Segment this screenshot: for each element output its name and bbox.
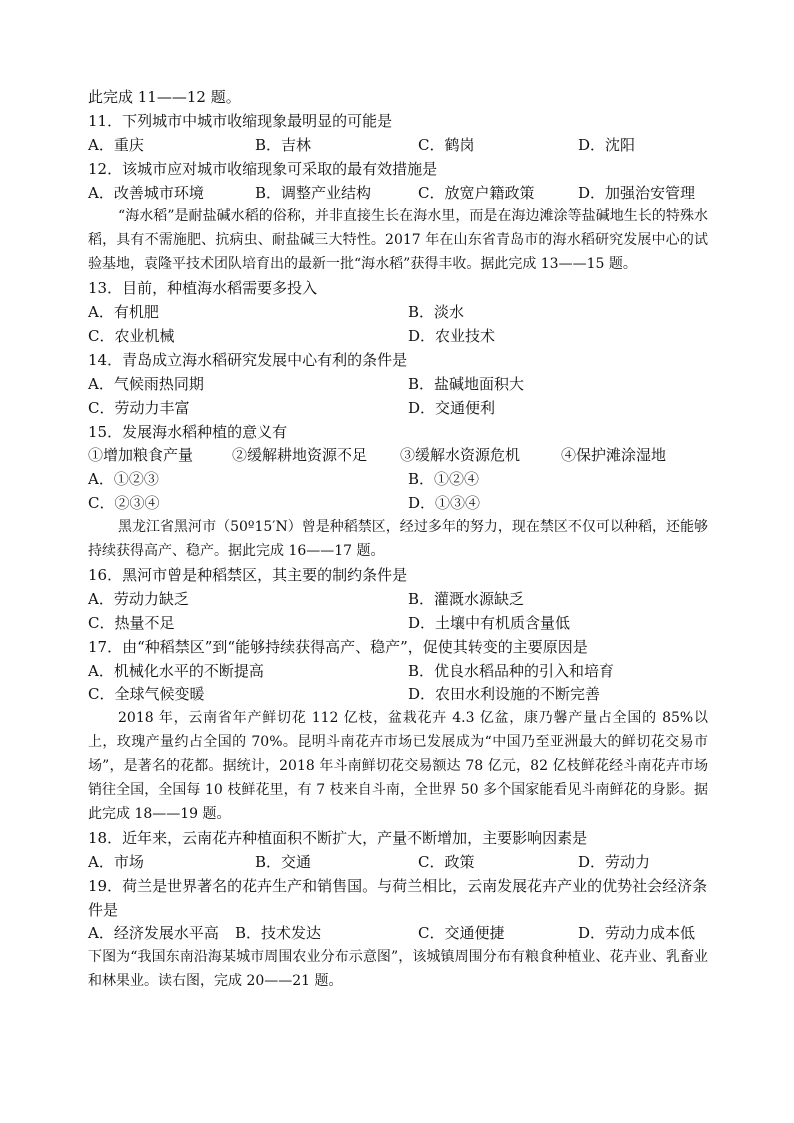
option-a: A．有机肥: [88, 303, 159, 322]
question-12: 12．该城市应对城市收缩现象可采取的最有效措施是: [88, 159, 438, 178]
passage-yunnan: [88, 707, 708, 827]
option-d: D．土壤中有机质含量低: [408, 613, 571, 632]
question-14-options-row1: [88, 373, 708, 397]
option-a: A．气候雨热同期: [88, 374, 204, 393]
passage-text: 2018 年，云南省年产鲜切花 112 亿枝，盆栽花卉 4.3 亿盆，康乃馨产量占全国的 85%以上，玫瑰产量约占全国的 70%。昆明斗南花卉市场已发展成为“中国乃至亚洲最大的鲜切花交易市场”，是著名的花都。据统计，2018 年斗南鲜切花交易额达 78 亿元，82 亿枝鲜花经斗南花卉市场销往全国，全国每 10 枝鲜花里，有 7 枝来自斗南，全世界 50 多个国家能看见斗南鲜花的身影。据此完成 18——19 题。: [88, 710, 708, 822]
option-d: D．①③④: [408, 494, 481, 513]
option-b: B．技术发达: [235, 924, 322, 943]
passage-sea-rice: [88, 205, 708, 277]
question-19-options: [88, 922, 708, 946]
question-17: 17．由“种稻禁区”到“能够持续获得高产、稳产”，促使其转变的主要原因是: [88, 637, 588, 656]
option-b: B．盐碱地面积大: [408, 374, 525, 393]
option-d: D．劳动力: [578, 852, 651, 871]
option-c: C．②③④: [88, 494, 160, 513]
question-14: 14．青岛成立海水稻研究发展中心有利的条件是: [88, 350, 408, 369]
option-a: A．机械化水平的不断提高: [88, 661, 264, 680]
option-b: B．淡水: [408, 303, 465, 322]
option-b: B．灌溉水源缺乏: [408, 589, 525, 608]
passage-text: 黑龙江省黑河市（50º15′N）曾是种稻禁区，经过多年的努力，现在禁区不仅可以种稻，还能够持续获得高产、稳产。据此完成 16——17 题。: [88, 519, 708, 560]
statement-1: ①增加粮食产量: [88, 446, 194, 465]
statement-4: ④保护滩涂湿地: [561, 446, 667, 465]
option-c: C．热量不足: [88, 613, 175, 632]
question-18: 18．近年来，云南花卉种植面积不断扩大，产量不断增加，主要影响因素是: [88, 828, 588, 847]
option-c: C．放宽户籍政策: [418, 183, 535, 202]
option-c: C．农业机械: [88, 327, 175, 345]
intro-tail: 此完成 11——12 题。: [88, 88, 241, 106]
option-a: A．市场: [88, 852, 144, 871]
question-12-options: [88, 182, 708, 206]
option-c: C．劳动力丰富: [88, 398, 190, 417]
option-d: D．交通便利: [408, 398, 496, 417]
option-a: A．改善城市环境: [88, 183, 204, 202]
option-c: C．全球气候变暖: [88, 685, 205, 704]
question-15-statements: [88, 444, 708, 468]
question-16-options-row1: [88, 588, 708, 612]
option-d: D．劳动力成本低: [578, 924, 696, 943]
question-19: 19．荷兰是世界著名的花卉生产和销售国。与荷兰相比，云南发展花卉产业的优势社会经济条件是: [88, 876, 708, 919]
option-b: B．吉林: [255, 135, 312, 154]
passage-figure-intro: 下图为“我国东南沿海某城市周围农业分布示意图”，该城镇周围分布有粮食种植业、花卉业、乳畜业和林果业。读右图，完成 20——21 题。: [88, 949, 708, 990]
option-d: D．农田水利设施的不断完善: [408, 685, 601, 704]
option-a: A．劳动力缺乏: [88, 589, 189, 608]
statement-2: ②缓解耕地资源不足: [232, 446, 368, 465]
question-11-options: [88, 134, 708, 158]
question-15-options-row2: [88, 492, 708, 516]
option-a: A．经济发展水平高: [88, 924, 219, 943]
question-13-options-row1: [88, 301, 708, 325]
question-13: 13．目前，种植海水稻需要多投入: [88, 279, 318, 298]
option-b: B．优良水稻品种的引入和培育: [408, 661, 615, 680]
option-a: A．①②③: [88, 470, 159, 489]
question-18-options: [88, 851, 708, 875]
question-16: 16．黑河市曾是种稻禁区，其主要的制约条件是: [88, 565, 408, 584]
question-15-options-row1: [88, 468, 708, 492]
question-17-options-row2: [88, 683, 708, 707]
option-b: B．交通: [255, 852, 312, 871]
option-d: D．农业技术: [408, 327, 496, 345]
option-c: C．交通便捷: [418, 924, 505, 943]
option-b: B．调整产业结构: [255, 183, 372, 202]
passage-heihe: [88, 516, 708, 564]
question-14-options-row2: [88, 397, 708, 421]
question-15: 15．发展海水稻种植的意义有: [88, 422, 288, 441]
question-16-options-row2: [88, 612, 708, 636]
question-11: 11．下列城市中城市收缩现象最明显的可能是: [88, 111, 393, 130]
option-b: B．①②④: [408, 470, 480, 489]
option-c: C．鹤岗: [418, 135, 475, 154]
question-17-options-row1: [88, 660, 708, 684]
option-a: A．重庆: [88, 135, 144, 154]
exam-page: [88, 86, 708, 994]
option-c: C．政策: [418, 852, 475, 871]
passage-text: “海水稻”是耐盐碱水稻的俗称，并非直接生长在海水里，而是在海边滩涂等盐碱地生长的特殊水稻，具有不需施肥、抗病虫、耐盐碱三大特性。2017 年在山东省青岛市的海水稻研究发展中心的试验基地，袁隆平技术团队培育出的最新一批“海水稻”获得丰收。据此完成 13——15 题。: [88, 208, 708, 273]
option-d: D．加强治安管理: [578, 183, 696, 202]
option-d: D．沈阳: [578, 135, 636, 154]
question-13-options-row2: [88, 325, 708, 349]
statement-3: ③缓解水资源危机: [400, 446, 521, 465]
